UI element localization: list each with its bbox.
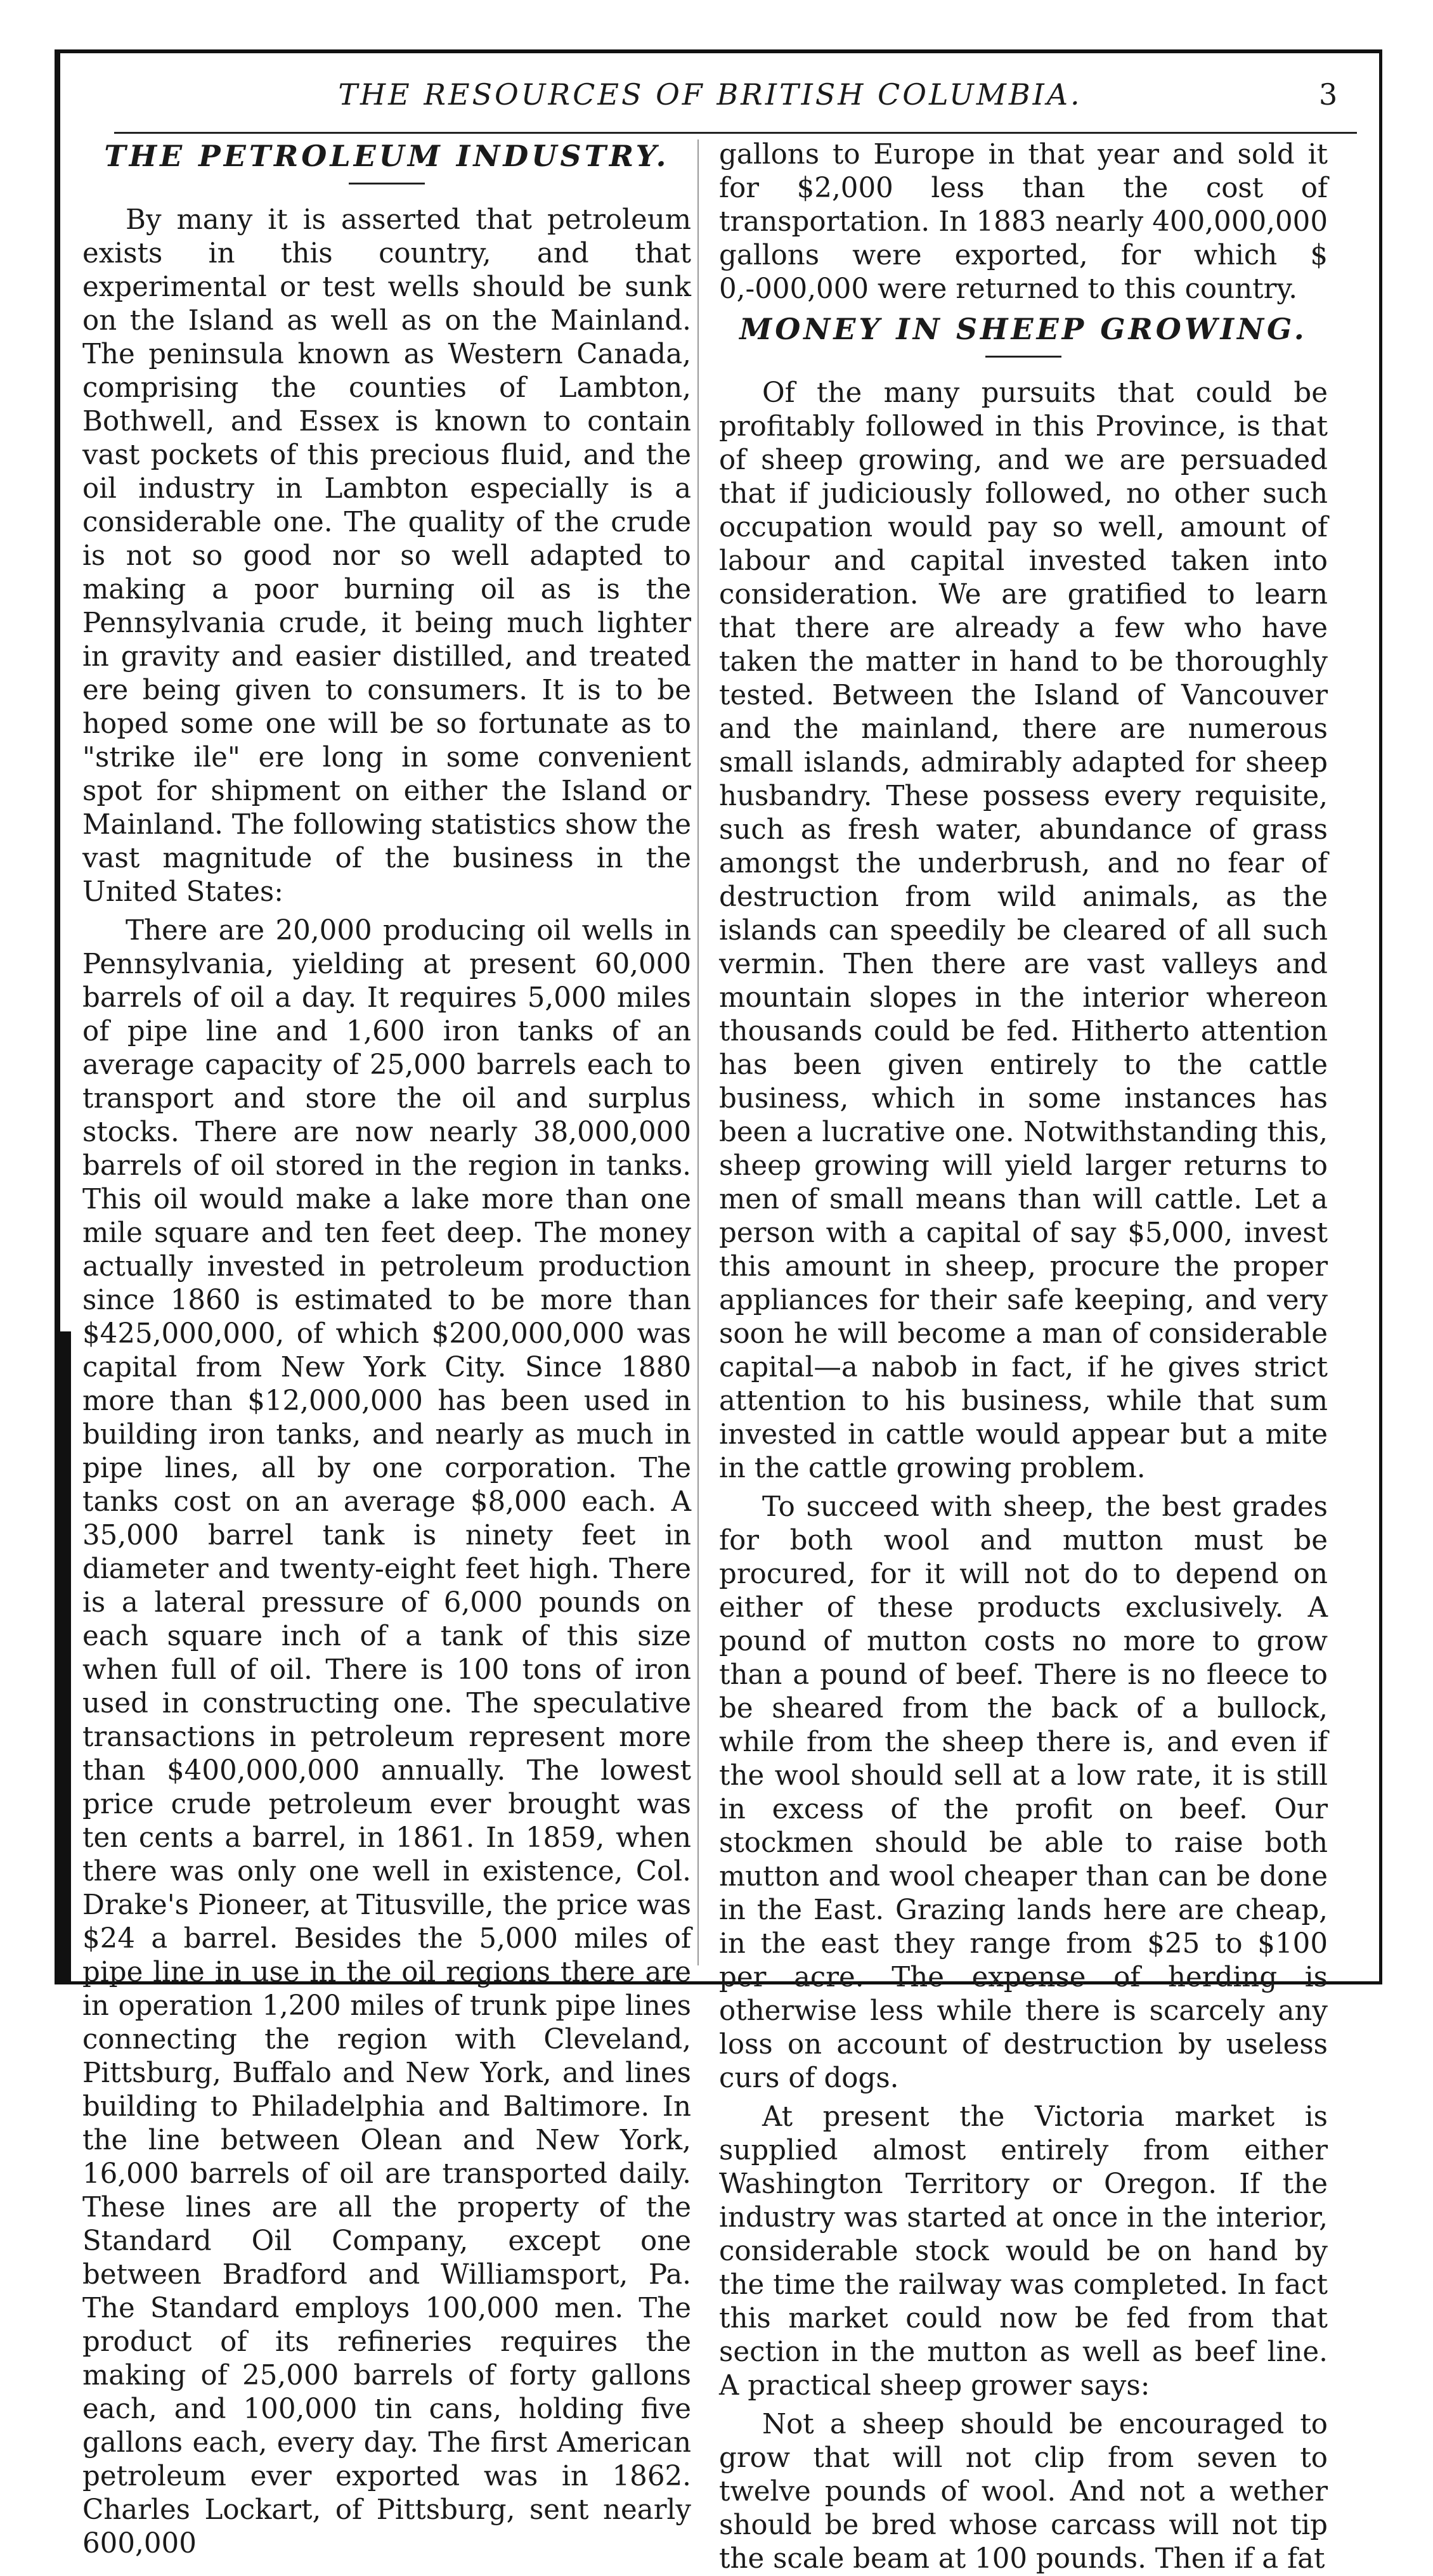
header-rule xyxy=(114,132,1357,134)
article-paragraph: At present the Victoria market is supplied almost entirely from either Washington Territory or Oregon. If the industry was started at once in the interior, considerable stock would be on hand by the time the railway was completed. In fact this market could now be fed from that section in the mutton as well as beef line. A practical sheep grower says: xyxy=(719,2101,1328,2402)
left-column xyxy=(82,138,691,2561)
continued-paragraph: gallons to Europe in that year and sold it for $2,000 less than the cost of transportation. In 1883 nearly 400,000,000 gallons were exported, for which $ 0,-000,000 were returned to this country. xyxy=(719,139,1328,305)
article-title-petroleum: THE PETROLEUM INDUSTRY. xyxy=(104,139,670,173)
running-title: THE RESOURCES OF BRITISH COLUMBIA. xyxy=(338,77,1082,112)
article-paragraph: To succeed with sheep, the best grades for both wool and mutton must be procured, for it will not do to depend on either of these products exclusively. A pound of mutton costs no more to grow than a pound of beef. There is no fleece to be sheared from the back of a bullock, while from the sheep there is, and even if the wool should sell at a low rate, it is still in excess of the profit on beef. Our stockmen should be able to raise both mutton and wool cheaper than can be done in the East. Grazing lands here are cheap, in the east they range from $25 to $100 per acre. The expense of herding is otherwise less while there is scarcely any loss on account of destruction by useless curs of dogs. xyxy=(719,1491,1328,2094)
article-paragraph: Not a sheep should be encouraged to grow that will not clip from seven to twelve pounds of wool. And not a wether should be bred whose carcass will not tip the scale beam at 100 pounds. Then if a fat xyxy=(719,2409,1328,2575)
article-paragraph: Of the many pursuits that could be profitably followed in this Province, is that of sheep growing, and we are persuaded that if judiciously followed, no other such occupation would pay so well, amount of labour and capital invested taken into consideration. We are gratified to learn that there are already a few who have taken the matter in hand to be thoroughly tested. Between the Island of Vancouver and the mainland, there are numerous small islands, admirably adapted for sheep husbandry. These possess every requisite, such as fresh water, abundance of grass amongst the underbrush, and no fear of destruction from wild animals, as the islands can speedily be cleared of all such vermin. Then there are vast valleys and mountain slopes in the interior whereon thousands could be fed. Hitherto attention has been given entirely to the cattle business, which in some instances has been a lucrative one. Notwithstanding this, sheep growing will yield larger returns to men of small means than will cattle. Let a person with a capital of say $5,000, invest this amount in sheep, procure the proper appliances for their safe keeping, and very soon he will become a man of considerable capital—a nabob in fact, if he gives strict attention to his business, while that sum invested in cattle would appear but a mite in the cattle growing problem. xyxy=(719,377,1328,1484)
right-column xyxy=(719,138,1328,2576)
title-rule xyxy=(985,356,1061,358)
column-divider xyxy=(697,139,699,1965)
article-paragraph: By many it is asserted that petroleum exists in this country, and that experimental or test wells should be sunk on the Island as well as on the Mainland. The peninsula known as Western Canada, comprising the counties of Lambton, Bothwell, and Essex is known to contain vast pockets of this precious fluid, and the oil industry in Lambton especially is a considerable one. The quality of the crude is not so good nor so well adapted to making a poor burning oil as is the Pennsylvania crude, it being much lighter in gravity and easier distilled, and treated ere being given to consumers. It is to be hoped some one will be so fortunate as to "strike ile" ere long in some convenient spot for shipment on either the Island or Mainland. The following statistics show the vast magnitude of the business in the United States: xyxy=(82,204,691,908)
article-paragraph: There are 20,000 producing oil wells in Pennsylvania, yielding at present 60,000 barrels of oil a day. It requires 5,000 miles of pipe line and 1,600 iron tanks of an average capacity of 25,000 barrels each to transport and store the oil and surplus stocks. There are now nearly 38,000,000 barrels of oil stored in the region in tanks. This oil would make a lake more than one mile square and ten feet deep. The money actually invested in petroleum production since 1860 is estimated to be more than $425,000,000, of which $200,000,000 was capital from New York City. Since 1880 more than $12,000,000 has been used in building iron tanks, and nearly as much in pipe lines, all by one corporation. The tanks cost on an average $8,000 each. A 35,000 barrel tank is ninety feet in diameter and twenty-eight feet high. There is a lateral pressure of 6,000 pounds on each square inch of a tank of this size when full of oil. There is 100 tons of iron used in constructing one. The speculative transactions in petroleum represent more than $400,000,000 annually. The lowest price crude petroleum ever brought was ten cents a barrel, in 1861. In 1859, when there was only one well in existence, Col. Drake's Pioneer, at Titusville, the price was $24 a barrel. Besides the 5,000 miles of pipe line in use in the oil regions there are in operation 1,200 miles of trunk pipe lines connecting the region with Cleveland, Pittsburg, Buffalo and New York, and lines building to Philadelphia and Baltimore. In the line between Olean and New York, 16,000 barrels of oil are transported daily. These lines are all the property of the Standard Oil Company, except one between Bradford and Williamsport, Pa. The Standard employs 100,000 men. The product of its refineries requires the making of 25,000 barrels of forty gallons each, and 100,000 tin cans, holding five gallons each, every day. The first American petroleum ever exported was in 1862. Charles Lockart, of Pittsburg, sent nearly 600,000 xyxy=(82,915,691,2560)
scan-edge-shadow xyxy=(55,1331,71,1984)
title-rule xyxy=(349,183,425,184)
article-title-sheep: MONEY IN SHEEP GROWING. xyxy=(739,312,1307,346)
page-number: 3 xyxy=(1319,77,1338,112)
